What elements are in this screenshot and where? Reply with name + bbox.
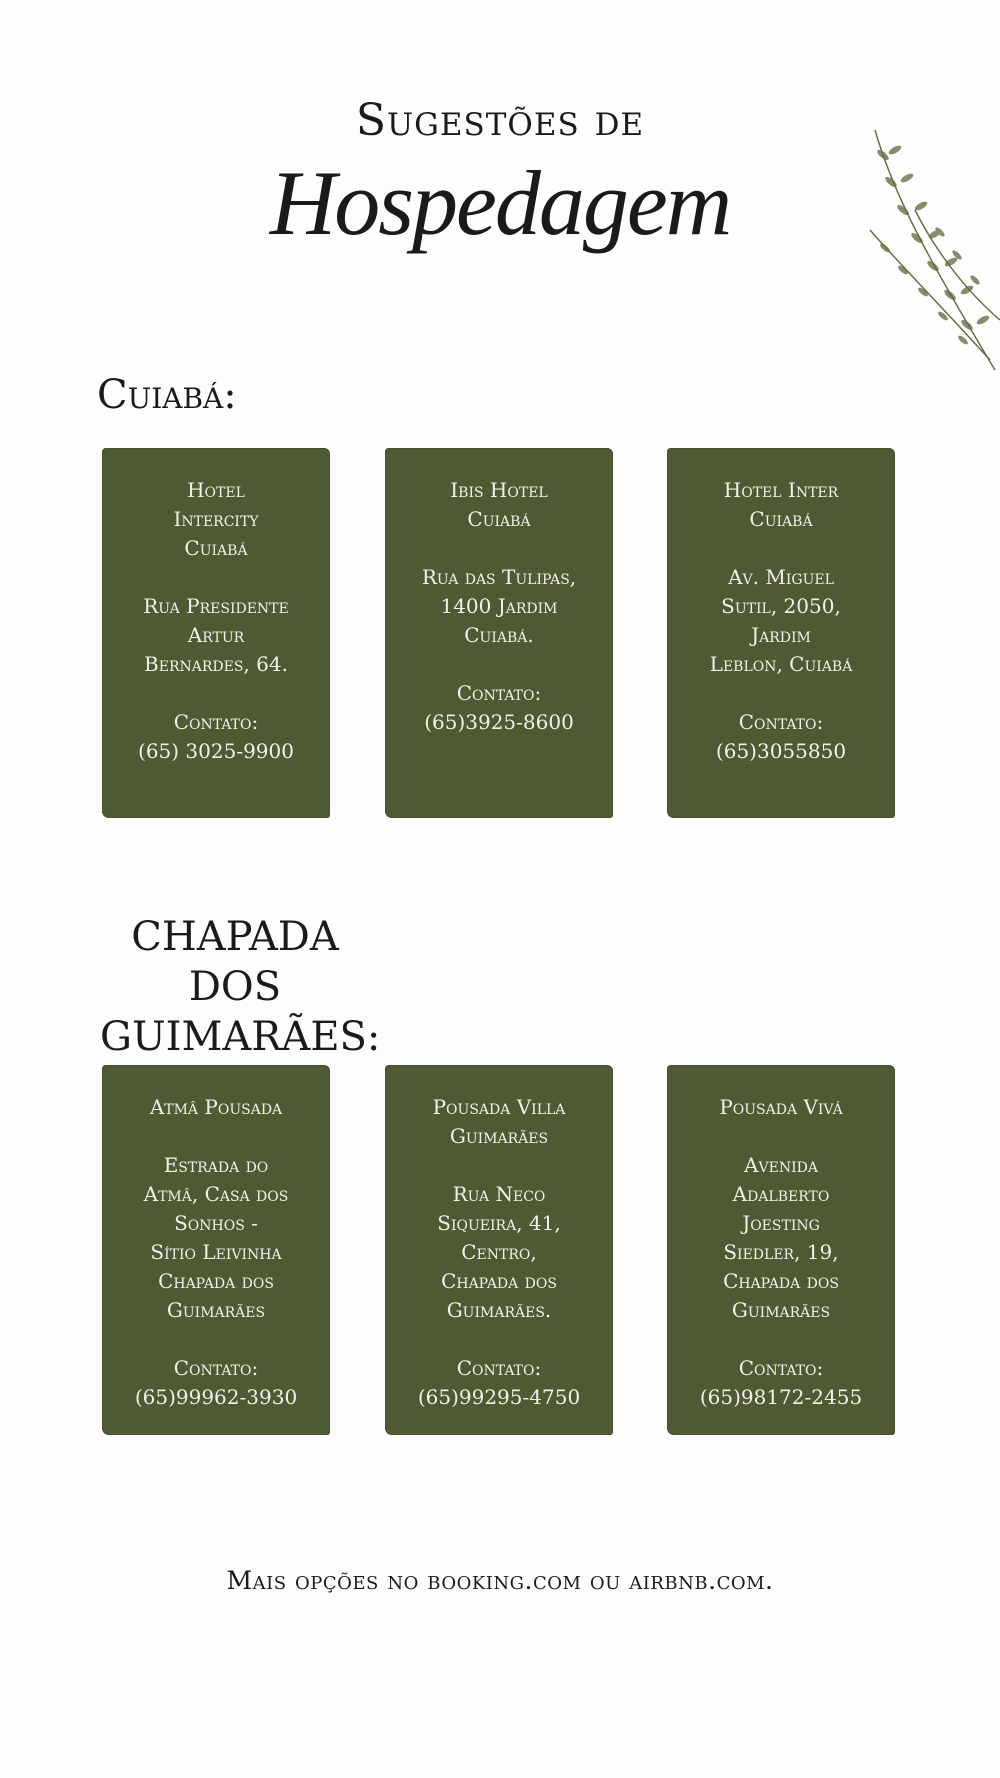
hotel-contact: Contato: (65)99962-3930: [134, 1356, 298, 1409]
title-top: Sugestões de: [355, 95, 645, 146]
hotel-card: [667, 1065, 895, 1435]
title-script: Hospedagem: [269, 152, 731, 254]
footer-note: Mais opções no booking.com ou airbnb.com.: [226, 1566, 774, 1595]
hotel-address: Rua das Tulipas, 1400 Jardim Cuiabá.: [421, 565, 577, 647]
hotel-contact: Contato: (65)3925-8600: [424, 681, 574, 734]
hotel-contact: Contato: (65)98172-2455: [699, 1356, 863, 1409]
hotel-card: [667, 448, 895, 818]
hotel-name: Atmâ Pousada: [149, 1095, 283, 1119]
hotel-card: [385, 1065, 613, 1435]
hotel-contact: Contato: (65)3055850: [715, 710, 847, 763]
hotel-address: Estrada do Atmâ, Casa dos Sonhos - Sítio Leivinha Chapada dos Guimarães: [143, 1153, 289, 1322]
hotel-name: Pousada Vivá: [719, 1095, 843, 1119]
hotel-name: Hotel Inter Cuiabá: [723, 478, 839, 531]
hotel-address: Av. Miguel Sutil, 2050, Jardim Leblon, Cuiabá: [709, 565, 853, 676]
hotel-card: [102, 1065, 330, 1435]
hotel-address: Rua Presidente Artur Bernardes, 64.: [143, 594, 289, 676]
section-title-chapada: CHAPADA DOS GUIMARÃES:: [100, 914, 381, 1060]
hotel-address: Rua Neco Siqueira, 41, Centro, Chapada dos Guimarães.: [437, 1182, 561, 1322]
hotel-card: [385, 448, 613, 818]
hotel-name: Pousada Villa Guimarães: [432, 1095, 566, 1148]
hotel-name: Hotel Intercity Cuiabá: [173, 478, 259, 560]
section-title-cuiaba: Cuiabá:: [97, 372, 237, 418]
hotel-name: Ibis Hotel Cuiabá: [450, 478, 548, 531]
hotel-contact: Contato: (65) 3025-9900: [138, 710, 294, 763]
hotel-address: Avenida Adalberto Joesting Siedler, 19, Chapada dos Guimarães: [723, 1153, 839, 1322]
hotel-contact: Contato: (65)99295-4750: [417, 1356, 581, 1409]
hotel-card: [102, 448, 330, 818]
leaf-sprig-icon: [855, 120, 1000, 380]
